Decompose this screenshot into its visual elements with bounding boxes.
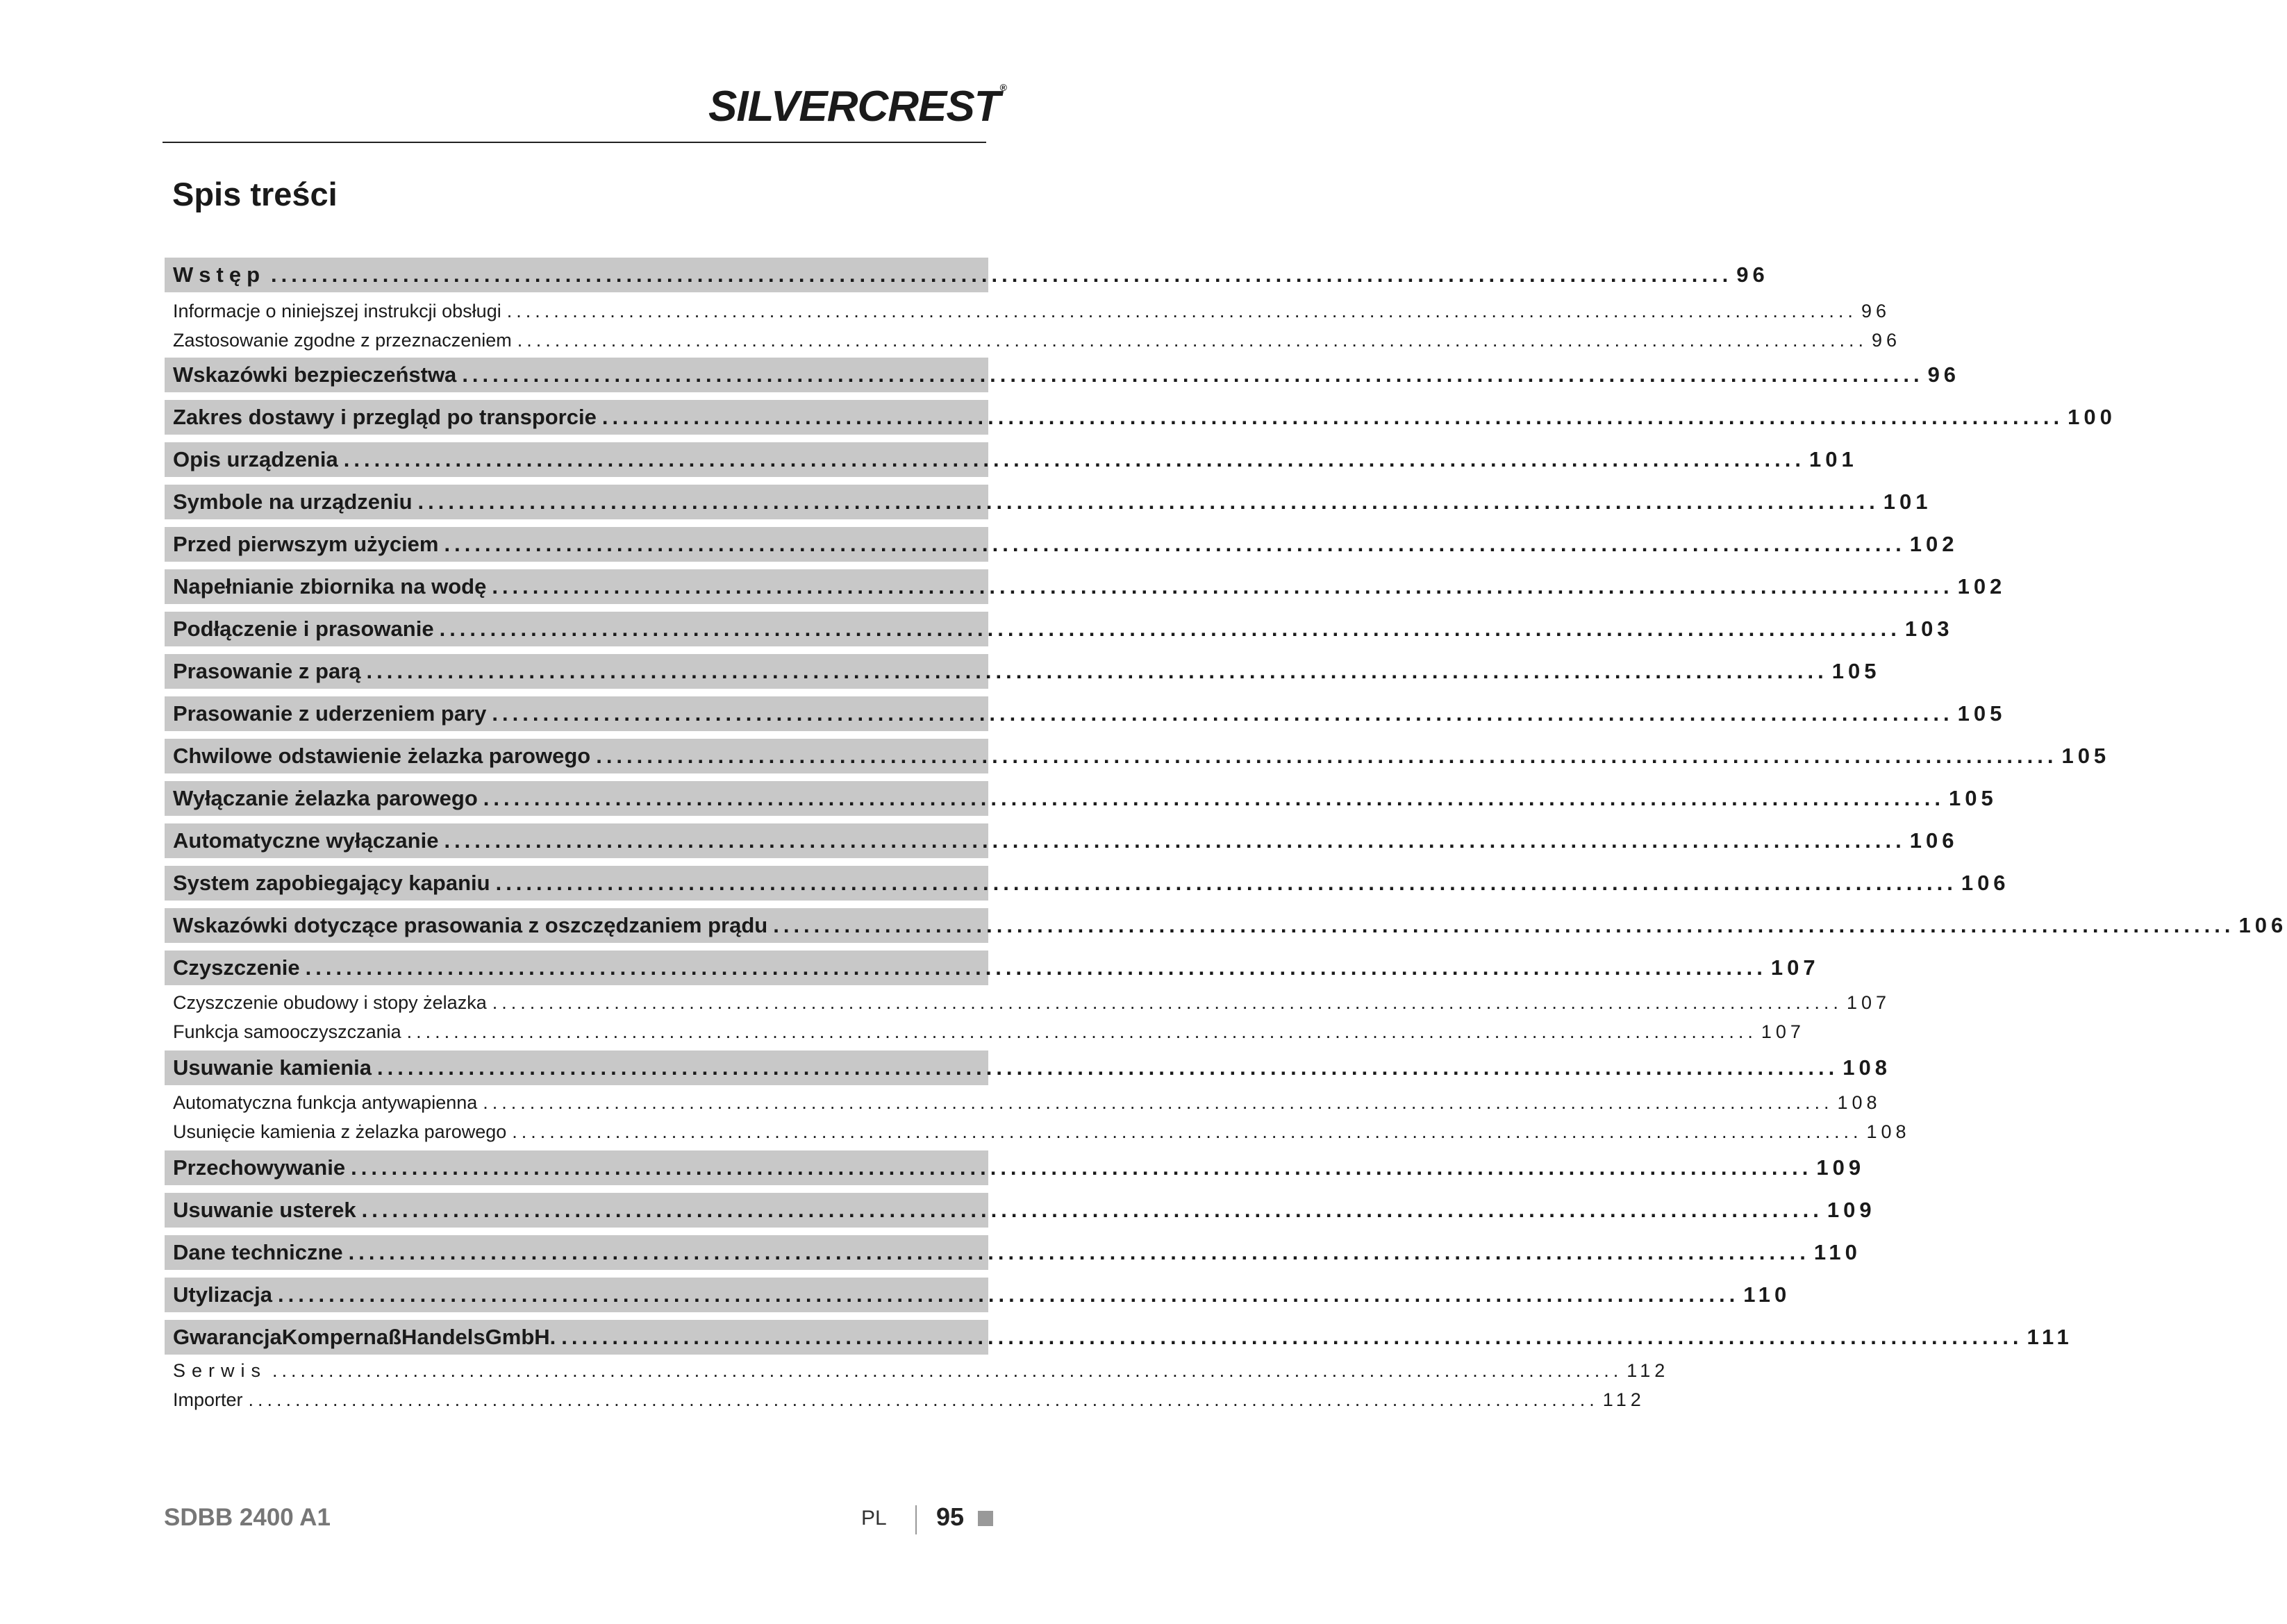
- toc-entry[interactable]: [165, 1320, 2073, 1355]
- toc-leader-dots: ................................................................................................................................................: [305, 955, 1767, 980]
- toc-subentry[interactable]: [165, 296, 1890, 326]
- toc-leader-dots: ................................................................................................................................................: [492, 574, 1954, 598]
- toc-entry-label: Zastosowanie zgodne z przeznaczeniem: [173, 330, 512, 351]
- square-marker-icon: [978, 1511, 993, 1526]
- toc-entry-label: Przed pierwszym użyciem: [173, 532, 439, 556]
- toc-entry-label: GwarancjaKompernaßHandelsGmbH.: [173, 1325, 556, 1349]
- toc-entry[interactable]: [165, 358, 1961, 392]
- toc-leader-dots: ................................................................................................................................................: [601, 405, 2064, 429]
- toc-entry[interactable]: [165, 400, 2116, 435]
- toc-leader-dots: ................................................................................................................................................: [517, 330, 1868, 351]
- toc-subentry[interactable]: [165, 1385, 1645, 1414]
- toc-subentry[interactable]: [165, 988, 1890, 1017]
- language-code: PL: [861, 1507, 887, 1530]
- toc-entry-page: 107: [1761, 1021, 1805, 1042]
- toc-entry[interactable]: [165, 908, 2287, 943]
- toc-entry[interactable]: [165, 485, 1932, 519]
- toc-entry-page: 100: [2068, 405, 2116, 429]
- toc-entry-label: Serwis: [173, 1360, 267, 1381]
- toc-entry[interactable]: [165, 1193, 1876, 1228]
- toc-entry-label: Dane techniczne: [173, 1240, 343, 1264]
- toc-entry-page: 110: [1743, 1282, 1791, 1307]
- toc-entry-page: 101: [1883, 489, 1932, 514]
- toc-entry-label: Usuwanie kamienia: [173, 1055, 372, 1080]
- toc-leader-dots: ................................................................................................................................................: [506, 301, 1857, 321]
- toc-entry-label: Automatyczna funkcja antywapienna: [173, 1092, 478, 1113]
- toc-entry-label: Usuwanie usterek: [173, 1198, 356, 1222]
- toc-entry-label: Prasowanie z uderzeniem pary: [173, 701, 487, 726]
- toc-entry-label: Automatyczne wyłączanie: [173, 828, 439, 853]
- toc-leader-dots: ................................................................................................................................................: [361, 1198, 1823, 1222]
- toc-leader-dots: ................................................................................................................................................: [271, 262, 1733, 287]
- toc-leader-dots: ................................................................................................................................................: [596, 744, 2058, 768]
- toc-entry-label: Czyszczenie: [173, 955, 300, 980]
- toc-entry[interactable]: [165, 696, 2006, 731]
- toc-leader-dots: ................................................................................................................................................: [773, 913, 2235, 937]
- toc-leader-dots: ................................................................................................................................................: [417, 489, 1879, 514]
- toc-entry-page: 112: [1627, 1360, 1670, 1381]
- toc-entry[interactable]: [165, 823, 1958, 858]
- toc-subentry[interactable]: [165, 1017, 1805, 1046]
- toc-leader-dots: ................................................................................................................................................: [406, 1021, 1757, 1042]
- toc-entry-label: Wyłączanie żelazka parowego: [173, 786, 478, 810]
- toc-entry-page: 106: [2238, 913, 2287, 937]
- toc-leader-dots: ................................................................................................................................................: [483, 1092, 1833, 1113]
- toc-leader-dots: ................................................................................................................................................: [377, 1055, 1839, 1080]
- toc-entry-label: Zakres dostawy i przegląd po transporcie: [173, 405, 597, 429]
- toc-leader-dots: ................................................................................................................................................: [272, 1360, 1623, 1381]
- toc-entry-page: 102: [1909, 532, 1958, 556]
- toc-entry-page: 111: [2027, 1325, 2073, 1349]
- toc-entry-label: Prasowanie z parą: [173, 659, 361, 683]
- toc-entry[interactable]: [165, 866, 2010, 901]
- toc-entry[interactable]: [165, 527, 1958, 562]
- toc-leader-dots: ................................................................................................................................................: [348, 1240, 1810, 1264]
- toc-entry-page: 106: [1961, 871, 2010, 895]
- toc-leader-dots: ................................................................................................................................................: [444, 532, 1906, 556]
- toc-leader-dots: ................................................................................................................................................: [561, 1325, 2023, 1349]
- model-number: SDBB 2400 A1: [164, 1504, 331, 1531]
- toc-entry-label: Czyszczenie obudowy i stopy żelazka: [173, 992, 487, 1013]
- toc-entry-label: Informacje o niniejszej instrukcji obsługi: [173, 301, 501, 321]
- toc-subentry[interactable]: [165, 1088, 1881, 1117]
- toc-entry-label: Symbole na urządzeniu: [173, 489, 413, 514]
- toc-entry-page: 110: [1813, 1240, 1861, 1264]
- toc-entry-page: 105: [1949, 786, 1997, 810]
- toc-entry-page: 96: [1861, 301, 1890, 321]
- toc-entry-label: Opis urządzenia: [173, 447, 338, 471]
- toc-entry[interactable]: [165, 569, 2006, 604]
- toc-entry[interactable]: [165, 739, 2111, 773]
- toc-entry-label: System zapobiegający kapaniu: [173, 871, 490, 895]
- toc-entry[interactable]: [165, 1050, 1891, 1085]
- toc-entry[interactable]: [165, 1278, 1791, 1312]
- toc-leader-dots: ................................................................................................................................................: [366, 659, 1828, 683]
- brand-logo: SILVERCREST®: [708, 82, 1006, 131]
- toc-leader-dots: ................................................................................................................................................: [483, 786, 1945, 810]
- toc-subentry[interactable]: [165, 326, 1902, 355]
- toc-entry-label: Importer: [173, 1389, 243, 1410]
- toc-entry-label: Wskazówki bezpieczeństwa: [173, 362, 457, 387]
- toc-leader-dots: ................................................................................................................................................: [492, 701, 1954, 726]
- toc-entry[interactable]: [165, 612, 1954, 646]
- toc-entry-page: 109: [1816, 1155, 1865, 1180]
- toc-leader-dots: ................................................................................................................................................: [444, 828, 1906, 853]
- toc-entry-page: 107: [1846, 992, 1890, 1013]
- toc-entry-page: 109: [1827, 1198, 1876, 1222]
- page-number: 95: [936, 1502, 965, 1531]
- toc-leader-dots: ................................................................................................................................................: [248, 1389, 1599, 1410]
- toc-entry-page: 108: [1843, 1055, 1891, 1080]
- toc-entry[interactable]: [165, 442, 1858, 477]
- toc-leader-dots: ................................................................................................................................................: [492, 992, 1843, 1013]
- toc-entry-page: 96: [1872, 330, 1902, 351]
- toc-entry-page: 96: [1736, 262, 1769, 287]
- registered-mark: ®: [999, 82, 1006, 93]
- toc-entry-label: Utylizacja: [173, 1282, 273, 1307]
- toc-leader-dots: ................................................................................................................................................: [462, 362, 1924, 387]
- toc-entry-label: Funkcja samooczyszczania: [173, 1021, 401, 1042]
- toc-leader-dots: ................................................................................................................................................: [343, 447, 1805, 471]
- toc-entry-label: Wskazówki dotyczące prasowania z oszczędzaniem prądu: [173, 913, 768, 937]
- toc-leader-dots: ................................................................................................................................................: [495, 871, 1957, 895]
- toc-entry-page: 106: [1909, 828, 1958, 853]
- toc-entry-page: 108: [1837, 1092, 1881, 1113]
- toc-entry-page: 107: [1770, 955, 1820, 980]
- header-rule: [163, 142, 986, 143]
- toc-entry-page: 103: [1904, 617, 1954, 641]
- toc-entry[interactable]: [165, 1150, 1865, 1185]
- toc-leader-dots: ................................................................................................................................................: [351, 1155, 1813, 1180]
- toc-entry-label: Napełnianie zbiornika na wodę: [173, 574, 487, 598]
- toc-subentry[interactable]: [165, 1117, 1911, 1146]
- toc-entry-page: 105: [1957, 701, 2006, 726]
- toc-entry-label: Usunięcie kamienia z żelazka parowego: [173, 1121, 507, 1142]
- toc-entry-page: 108: [1866, 1121, 1911, 1142]
- toc-entry-page: 96: [1927, 362, 1961, 387]
- toc-subentry[interactable]: [165, 1356, 1670, 1385]
- toc-entry-label: Chwilowe odstawienie żelazka parowego: [173, 744, 591, 768]
- toc-leader-dots: ................................................................................................................................................: [512, 1121, 1863, 1142]
- toc-entry[interactable]: [165, 654, 1881, 689]
- toc-entry-label: Podłączenie i prasowanie: [173, 617, 434, 641]
- toc-entry[interactable]: [165, 258, 1769, 292]
- table-of-contents: [165, 250, 2287, 1414]
- toc-entry-page: 112: [1602, 1389, 1645, 1410]
- toc-leader-dots: ................................................................................................................................................: [439, 617, 1901, 641]
- toc-entry-page: 105: [2061, 744, 2111, 768]
- toc-entry[interactable]: [165, 951, 1820, 985]
- page-title: Spis treści: [172, 176, 338, 212]
- toc-entry-page: 102: [1957, 574, 2006, 598]
- footer-divider: [915, 1505, 917, 1534]
- toc-entry[interactable]: [165, 1235, 1861, 1270]
- toc-entry-label: Wstęp: [173, 262, 265, 287]
- toc-leader-dots: ................................................................................................................................................: [278, 1282, 1740, 1307]
- toc-entry-page: 101: [1808, 447, 1858, 471]
- toc-entry-label: Przechowywanie: [173, 1155, 346, 1180]
- toc-entry-page: 105: [1831, 659, 1881, 683]
- toc-entry[interactable]: [165, 781, 1997, 816]
